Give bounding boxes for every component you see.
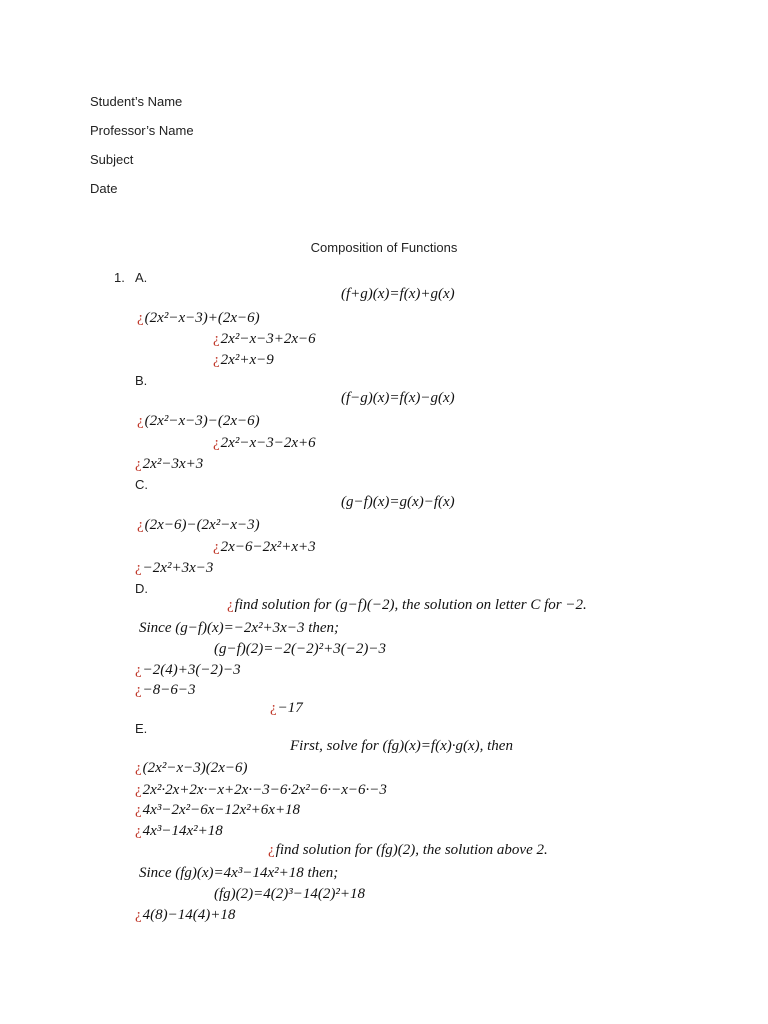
mark: ¿ [135, 682, 142, 698]
student-name: Student’s Name [90, 94, 183, 109]
part-b-line-1: (f−g)(x)=f(x)−g(x) [341, 390, 455, 406]
part-e-line-1: First, solve for (fg)(x)=f(x)·g(x), then [290, 738, 513, 754]
part-e-label: E. [135, 721, 148, 736]
subject: Subject [90, 152, 134, 167]
mark: ¿ [135, 823, 142, 839]
mark: ¿ [135, 782, 142, 798]
mark: ¿ [135, 560, 142, 576]
part-e-line-3: ¿2x²·2x+2x·−x+2x·−3−6·2x²−6·−x−6·−3 [135, 782, 387, 798]
part-e-line-8: (fg)(2)=4(2)³−14(2)²+18 [214, 886, 365, 902]
mark: ¿ [137, 310, 144, 326]
mark: ¿ [135, 802, 142, 818]
part-a-line-3: ¿2x²−x−3+2x−6 [213, 331, 316, 347]
part-d-label: D. [135, 581, 148, 596]
part-e-line-2: ¿(2x²−x−3)(2x−6) [135, 760, 248, 776]
part-b-line-2: ¿(2x²−x−3)−(2x−6) [137, 413, 260, 429]
mark: ¿ [213, 331, 220, 347]
mark: ¿ [270, 700, 277, 716]
professor-name: Professor’s Name [90, 123, 194, 138]
mark: ¿ [137, 413, 144, 429]
part-e-line-4: ¿4x³−2x²−6x−12x²+6x+18 [135, 802, 301, 818]
part-e-line-9: ¿4(8)−14(4)+18 [135, 907, 236, 923]
mark: ¿ [135, 760, 142, 776]
question-number: 1. [114, 270, 125, 285]
part-a-line-2: ¿(2x²−x−3)+(2x−6) [137, 310, 260, 326]
part-b-line-4: ¿2x²−3x+3 [135, 456, 204, 472]
part-a-line-1: (f+g)(x)=f(x)+g(x) [341, 286, 455, 302]
mark: ¿ [213, 539, 220, 555]
part-c-line-1: (g−f)(x)=g(x)−f(x) [341, 494, 455, 510]
part-c-line-4: ¿−2x²+3x−3 [135, 560, 214, 576]
mark: ¿ [135, 662, 142, 678]
part-c-label: C. [135, 477, 148, 492]
part-a-label: A. [135, 270, 148, 285]
mark: ¿ [135, 456, 142, 472]
part-b-line-3: ¿2x²−x−3−2x+6 [213, 435, 316, 451]
date: Date [90, 181, 118, 196]
part-e-line-5: ¿4x³−14x²+18 [135, 823, 223, 839]
document-title: Composition of Functions [310, 240, 458, 255]
mark: ¿ [227, 597, 234, 613]
mark: ¿ [213, 435, 220, 451]
part-c-line-2: ¿(2x−6)−(2x²−x−3) [137, 517, 260, 533]
part-d-line-1: ¿find solution for (g−f)(−2), the solution on letter C for −2. [227, 597, 587, 613]
part-b-label: B. [135, 373, 148, 388]
part-e-line-6: ¿find solution for (fg)(2), the solution above 2. [268, 842, 548, 858]
part-d-line-2: Since (g−f)(x)=−2x²+3x−3 then; [139, 620, 340, 636]
part-d-line-4: ¿−2(4)+3(−2)−3 [135, 662, 241, 678]
part-e-line-7: Since (fg)(x)=4x³−14x²+18 then; [139, 865, 339, 881]
mark: ¿ [268, 842, 275, 858]
part-d-line-3: (g−f)(2)=−2(−2)²+3(−2)−3 [214, 641, 386, 657]
part-d-line-5: ¿−8−6−3 [135, 682, 196, 698]
part-a-line-4: ¿2x²+x−9 [213, 352, 274, 368]
mark: ¿ [135, 907, 142, 923]
mark: ¿ [137, 517, 144, 533]
part-d-line-6: ¿−17 [270, 700, 303, 716]
part-c-line-3: ¿2x−6−2x²+x+3 [213, 539, 316, 555]
mark: ¿ [213, 352, 220, 368]
